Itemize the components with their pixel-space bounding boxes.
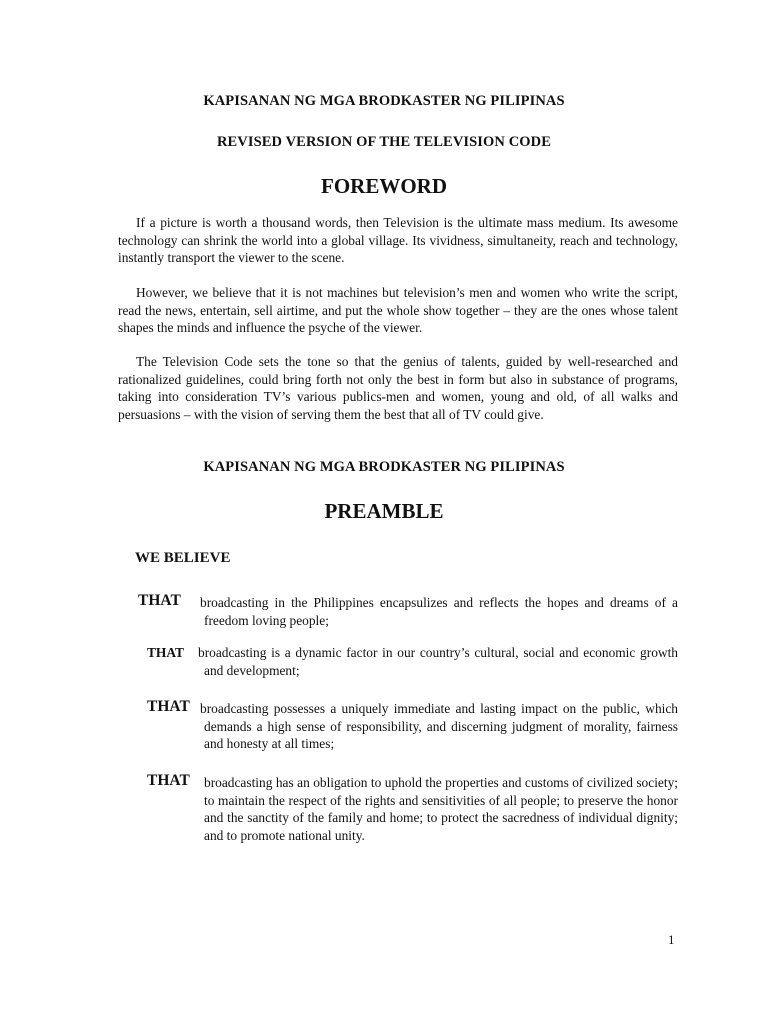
foreword-paragraph-1: If a picture is worth a thousand words, then Television is the ultimate mass medium. Its awesome technology can shrink the world into a global village. Its vividness, simultaneity, reach and technology, instantly transport the viewer to the scene. <box>118 215 678 265</box>
that-keyword: THAT <box>147 698 190 715</box>
that-keyword: THAT <box>147 772 190 789</box>
that-clause-text: broadcasting possesses a uniquely immediate and lasting impact on the public, which demands a high sense of responsibility, and discerning judgment of morality, fairness and honesty at all times; <box>200 701 678 751</box>
that-clause-text: broadcasting has an obligation to uphold the properties and customs of civilized society; to maintain the respect of the rights and sensitivities of all people; to preserve the honor and the sanctity of the family and home; to protect the sacredness of individual dignity; and to promote national unity. <box>204 775 678 843</box>
document-subtitle: REVISED VERSION OF THE TELEVISION CODE <box>216 134 552 150</box>
organization-heading-2: KAPISANAN NG MGA BRODKASTER NG PILIPINAS <box>203 459 565 475</box>
foreword-paragraph-2: However, we believe that it is not machines but television’s men and women who write the script, read the news, entertain, sell airtime, and put the whole show together – they are the ones whose talent shapes the minds and influence the psyche of the viewer. <box>118 285 678 335</box>
foreword-title: FOREWORD <box>321 174 447 198</box>
that-keyword: THAT <box>147 645 184 660</box>
preamble-title: PREAMBLE <box>324 499 444 523</box>
we-believe-heading: WE BELIEVE <box>135 550 231 566</box>
organization-heading: KAPISANAN NG MGA BRODKASTER NG PILIPINAS <box>203 93 565 109</box>
that-keyword: THAT <box>138 592 181 609</box>
that-clause-text: broadcasting in the Philippines encapsulizes and reflects the hopes and dreams of a freedom loving people; <box>200 595 678 628</box>
page-number: 1 <box>668 932 675 947</box>
foreword-paragraph-3: The Television Code sets the tone so that the genius of talents, guided by well-researched and rationalized guidelines, could bring forth not only the best in form but also in substance of programs, taking into consideration TV’s various publics-men and women, young and old, of all walks and persuasions – with the vision of serving them the best that all of TV could give. <box>118 354 678 422</box>
that-clause-text: broadcasting is a dynamic factor in our country’s cultural, social and economic growth and development; <box>198 645 678 678</box>
